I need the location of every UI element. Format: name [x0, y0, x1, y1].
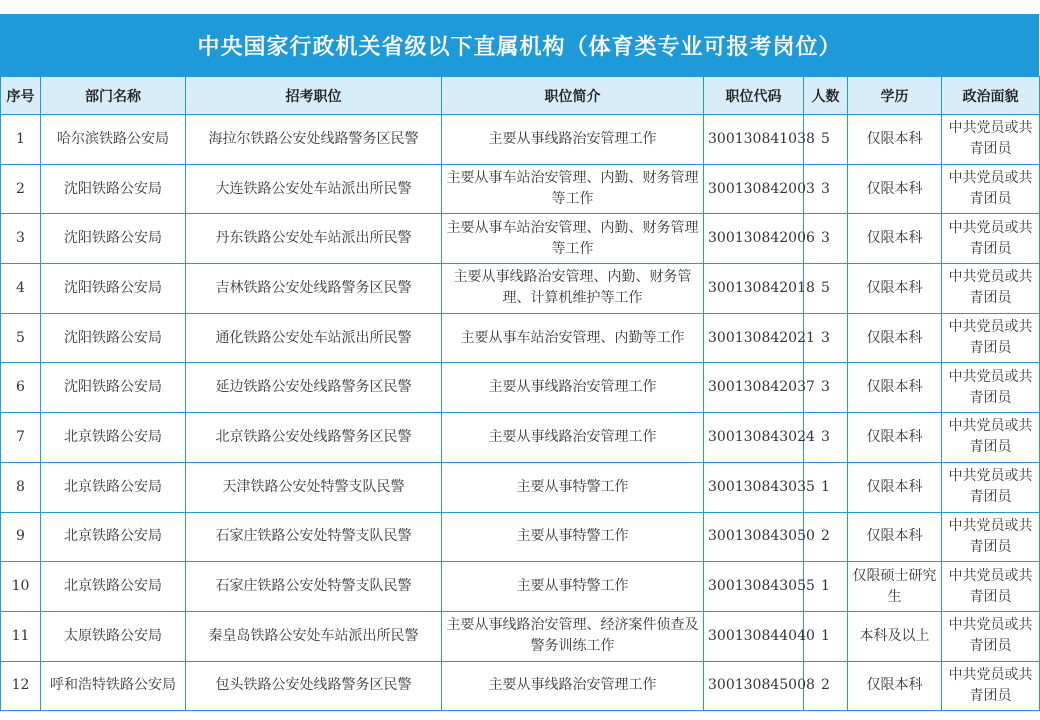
cell-code: 300130843055 — [704, 562, 804, 612]
cell-dept: 太原铁路公安局 — [41, 611, 186, 661]
cell-no: 10 — [1, 562, 41, 612]
cell-dept: 北京铁路公安局 — [41, 413, 186, 463]
cell-edu: 仅限本科 — [848, 164, 942, 214]
cell-edu: 仅限本科 — [848, 512, 942, 562]
cell-position: 北京铁路公安处线路警务区民警 — [186, 413, 442, 463]
cell-dept: 呼和浩特铁路公安局 — [41, 661, 186, 711]
cell-edu: 仅限本科 — [848, 363, 942, 413]
cell-no: 9 — [1, 512, 41, 562]
cell-code: 300130844040 — [704, 611, 804, 661]
cell-code: 300130842006 — [704, 214, 804, 264]
cell-count: 3 — [804, 363, 848, 413]
cell-no: 3 — [1, 214, 41, 264]
table-row — [1, 164, 1040, 214]
cell-count: 2 — [804, 512, 848, 562]
cell-dept: 北京铁路公安局 — [41, 462, 186, 512]
header-cell-code: 职位代码 — [704, 77, 804, 115]
cell-position: 石家庄铁路公安处特警支队民警 — [186, 562, 442, 612]
cell-no: 4 — [1, 264, 41, 314]
cell-code: 300130845008 — [704, 661, 804, 711]
cell-politics: 中共党员或共青团员 — [942, 512, 1040, 562]
table-row — [1, 562, 1040, 612]
cell-dept: 沈阳铁路公安局 — [41, 264, 186, 314]
cell-brief: 主要从事车站治安管理、内勤等工作 — [442, 313, 704, 363]
cell-code: 300130842018 — [704, 264, 804, 314]
table-row — [1, 115, 1040, 165]
table-title: 中央国家行政机关省级以下直属机构（体育类专业可报考岗位） — [0, 14, 1039, 76]
table-row — [1, 512, 1040, 562]
cell-no: 5 — [1, 313, 41, 363]
cell-politics: 中共党员或共青团员 — [942, 264, 1040, 314]
table-row — [1, 363, 1040, 413]
cell-position: 吉林铁路公安处线路警务区民警 — [186, 264, 442, 314]
cell-dept: 北京铁路公安局 — [41, 512, 186, 562]
cell-count: 1 — [804, 562, 848, 612]
cell-brief: 主要从事线路治安管理、内勤、财务管理、计算机维护等工作 — [442, 264, 704, 314]
cell-politics: 中共党员或共青团员 — [942, 462, 1040, 512]
cell-no: 12 — [1, 661, 41, 711]
header-cell-position: 招考职位 — [186, 77, 442, 115]
cell-brief: 主要从事特警工作 — [442, 562, 704, 612]
cell-count: 5 — [804, 264, 848, 314]
cell-dept: 哈尔滨铁路公安局 — [41, 115, 186, 165]
cell-code: 300130842037 — [704, 363, 804, 413]
table-row — [1, 611, 1040, 661]
cell-no: 7 — [1, 413, 41, 463]
table-row — [1, 413, 1040, 463]
header-cell-politics: 政治面貌 — [942, 77, 1040, 115]
cell-count: 3 — [804, 164, 848, 214]
cell-code: 300130843024 — [704, 413, 804, 463]
cell-count: 3 — [804, 214, 848, 264]
cell-no: 1 — [1, 115, 41, 165]
cell-edu: 仅限本科 — [848, 115, 942, 165]
cell-count: 5 — [804, 115, 848, 165]
cell-dept: 沈阳铁路公安局 — [41, 164, 186, 214]
cell-politics: 中共党员或共青团员 — [942, 164, 1040, 214]
cell-brief: 主要从事线路治安管理工作 — [442, 363, 704, 413]
cell-politics: 中共党员或共青团员 — [942, 413, 1040, 463]
cell-count: 1 — [804, 462, 848, 512]
cell-politics: 中共党员或共青团员 — [942, 313, 1040, 363]
cell-dept: 沈阳铁路公安局 — [41, 363, 186, 413]
cell-code: 300130841038 — [704, 115, 804, 165]
cell-brief: 主要从事线路治安管理工作 — [442, 413, 704, 463]
cell-no: 2 — [1, 164, 41, 214]
cell-brief: 主要从事特警工作 — [442, 512, 704, 562]
cell-no: 8 — [1, 462, 41, 512]
cell-count: 2 — [804, 661, 848, 711]
cell-count: 3 — [804, 313, 848, 363]
cell-code: 300130843050 — [704, 512, 804, 562]
cell-position: 包头铁路公安处线路警务区民警 — [186, 661, 442, 711]
cell-politics: 中共党员或共青团员 — [942, 611, 1040, 661]
cell-brief: 主要从事线路治安管理、经济案件侦查及警务训练工作 — [442, 611, 704, 661]
positions-table — [0, 76, 1040, 711]
cell-dept: 沈阳铁路公安局 — [41, 214, 186, 264]
cell-position: 秦皇岛铁路公安处车站派出所民警 — [186, 611, 442, 661]
cell-position: 石家庄铁路公安处特警支队民警 — [186, 512, 442, 562]
cell-position: 通化铁路公安处车站派出所民警 — [186, 313, 442, 363]
cell-edu: 仅限本科 — [848, 313, 942, 363]
cell-code: 300130842003 — [704, 164, 804, 214]
cell-no: 11 — [1, 611, 41, 661]
cell-position: 天津铁路公安处特警支队民警 — [186, 462, 442, 512]
cell-count: 3 — [804, 413, 848, 463]
cell-edu: 仅限本科 — [848, 264, 942, 314]
cell-politics: 中共党员或共青团员 — [942, 115, 1040, 165]
cell-edu: 仅限本科 — [848, 413, 942, 463]
cell-dept: 北京铁路公安局 — [41, 562, 186, 612]
cell-edu: 仅限本科 — [848, 661, 942, 711]
cell-position: 大连铁路公安处车站派出所民警 — [186, 164, 442, 214]
header-cell-edu: 学历 — [848, 77, 942, 115]
header-cell-brief: 职位简介 — [442, 77, 704, 115]
cell-brief: 主要从事线路治安管理工作 — [442, 661, 704, 711]
cell-politics: 中共党员或共青团员 — [942, 214, 1040, 264]
table-row — [1, 661, 1040, 711]
cell-edu: 仅限硕士研究生 — [848, 562, 942, 612]
cell-count: 1 — [804, 611, 848, 661]
cell-edu: 仅限本科 — [848, 462, 942, 512]
header-cell-count: 人数 — [804, 77, 848, 115]
table-row — [1, 264, 1040, 314]
table-row — [1, 214, 1040, 264]
cell-position: 丹东铁路公安处车站派出所民警 — [186, 214, 442, 264]
cell-edu: 仅限本科 — [848, 214, 942, 264]
header-cell-dept: 部门名称 — [41, 77, 186, 115]
cell-politics: 中共党员或共青团员 — [942, 562, 1040, 612]
cell-no: 6 — [1, 363, 41, 413]
cell-politics: 中共党员或共青团员 — [942, 661, 1040, 711]
cell-brief: 主要从事车站治安管理、内勤、财务管理等工作 — [442, 164, 704, 214]
header-row — [1, 77, 1040, 115]
header-cell-no: 序号 — [1, 77, 41, 115]
table-row — [1, 462, 1040, 512]
cell-position: 延边铁路公安处线路警务区民警 — [186, 363, 442, 413]
cell-dept: 沈阳铁路公安局 — [41, 313, 186, 363]
cell-position: 海拉尔铁路公安处线路警务区民警 — [186, 115, 442, 165]
cell-code: 300130843035 — [704, 462, 804, 512]
cell-brief: 主要从事线路治安管理工作 — [442, 115, 704, 165]
cell-code: 300130842021 — [704, 313, 804, 363]
cell-brief: 主要从事特警工作 — [442, 462, 704, 512]
cell-edu: 本科及以上 — [848, 611, 942, 661]
cell-brief: 主要从事车站治安管理、内勤、财务管理等工作 — [442, 214, 704, 264]
table-row — [1, 313, 1040, 363]
cell-politics: 中共党员或共青团员 — [942, 363, 1040, 413]
